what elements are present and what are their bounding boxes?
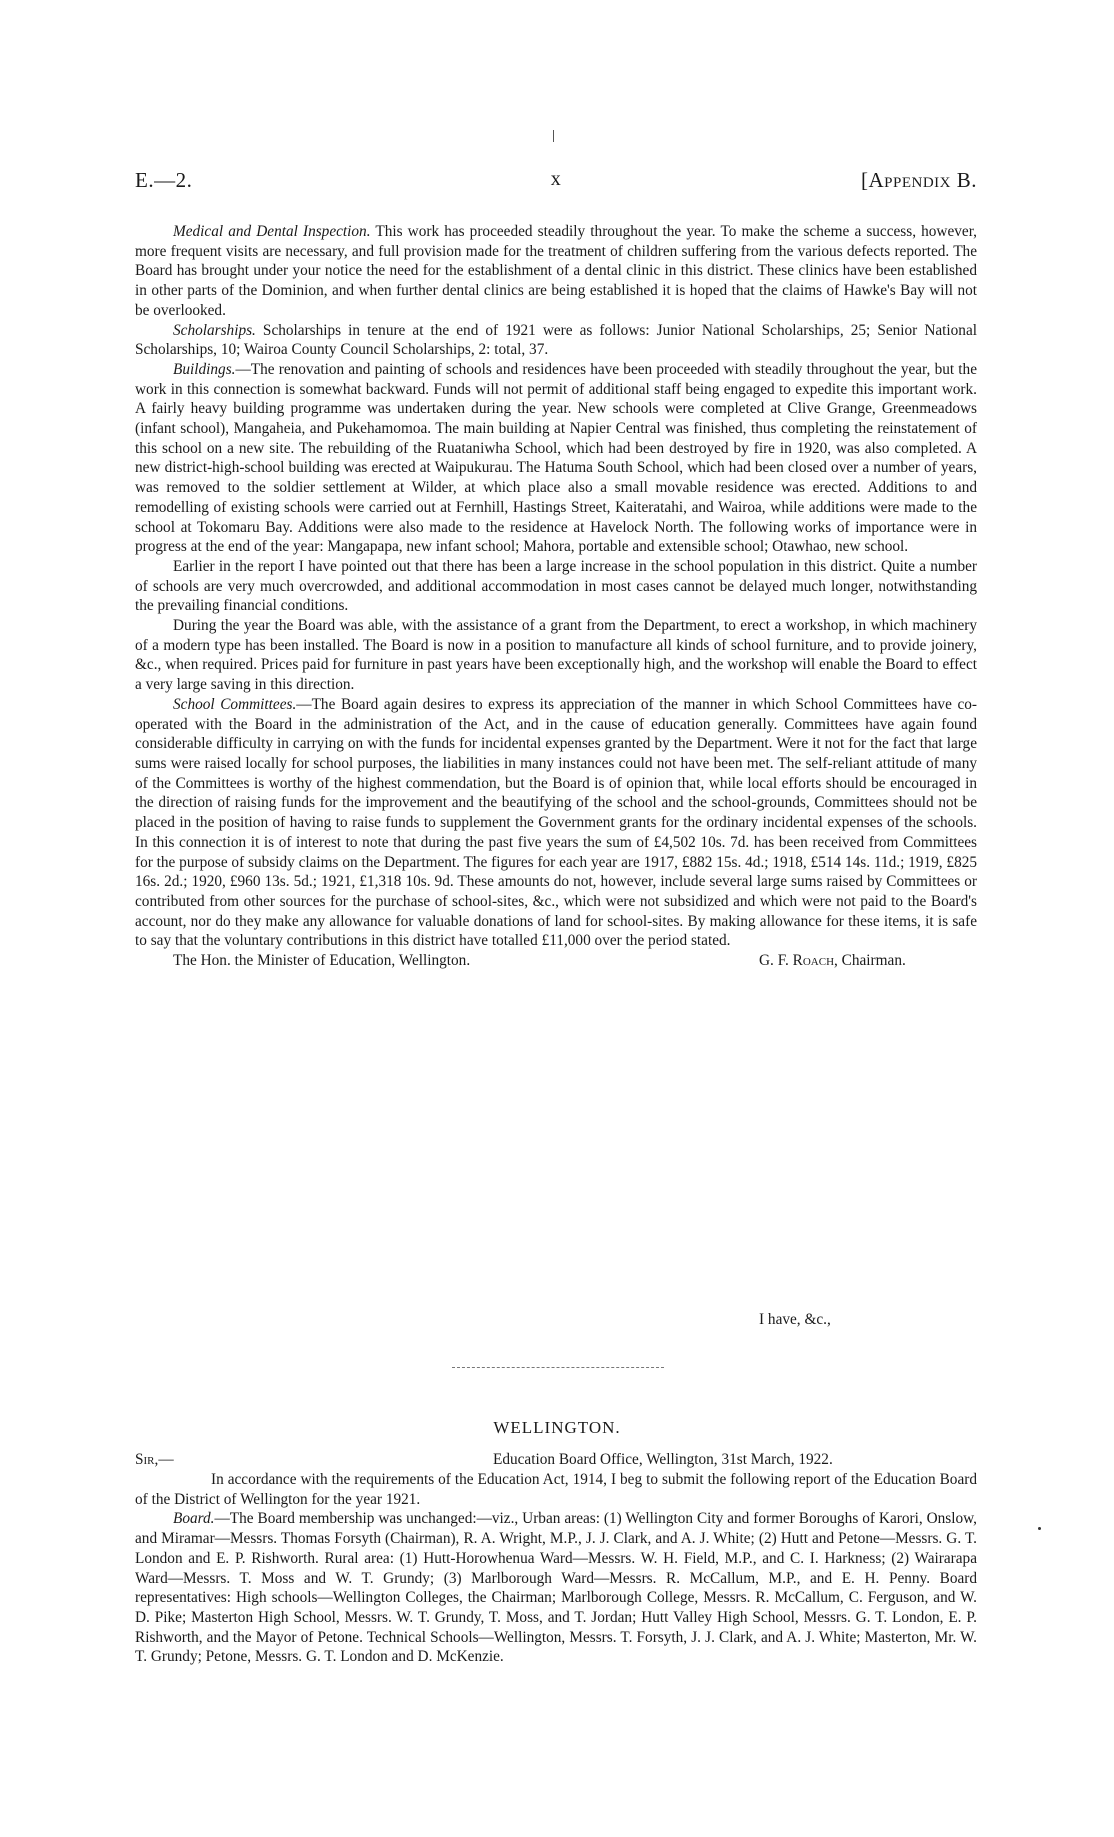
- heading-buildings: Buildings.: [173, 360, 236, 378]
- closing-formula: I have, &c.,: [759, 1311, 831, 1328]
- header-appendix: [Appendix B.: [860, 168, 977, 192]
- margin-dot: [1038, 1527, 1041, 1530]
- signoff-block: [135, 951, 977, 971]
- heading-medical-inspection: Medical and Dental Inspection.: [173, 223, 371, 240]
- paragraph-medical-inspection: Medical and Dental Inspection. This work has proceeded steadily throughout the year. To make the scheme a success, however, more frequent visits are necessary, and full provision made for the treatment of children suffering from the various defects reported. The Board has brought under your notice the need for the establishment of a dental clinic in this district. These clinics have been established in other parts of the Dominion, and when further dental clinics are being established it is hoped that the claims of Hawke's Bay will not be overlooked.: [135, 223, 978, 319]
- section-divider: [452, 1367, 664, 1368]
- paragraph-intro: In accordance with the requirements of the Education Act, 1914, I beg to submit the following report of the Education Board of the District of Wellington for the year 1921.: [135, 1471, 977, 1508]
- paragraph-board: Board.—The Board membership was unchanged:—viz., Urban areas: (1) Wellington City and former Boroughs of Karori, Onslow, and Miramar—Messrs. Thomas Forsyth (Chairman), R. A. Wright, M.P., J. J. Clark, and A. J. White; (2) Hutt and Petone—Messrs. G. T. London and E. P. Rishworth. Rural area: (1) Hutt-Horowhenua Ward—Messrs. W. H. Field, M.P., and C. I. Harkness; (2) Wairarapa Ward—Messrs. T. Moss and W. T. Grundy; (3) Marlborough Ward—Messrs. R. McCallum, M.P., and E. H. Penny. Board representatives: High schools—Wellington Colleges, the Chairman; Marlborough College, Messrs. R. McCallum, C. Ferguson, and W. D. Pike; Masterton High School, Messrs. W. T. Grundy, T. Moss, and T. Jordan; Hutt Valley High School, Messrs. G. T. London, E. P. Rishworth, and the Mayor of Petone. Technical Schools—Wellington, Messrs. T. Forsyth, J. J. Clark, and A. J. White; Masterton, Mr. W. T. Grundy; Petone, Messrs. G. T. London and D. McKenzie.: [135, 1510, 977, 1666]
- signature: G. F. Roach, Chairman.: [759, 952, 906, 970]
- heading-school-committees: School Committees.: [173, 695, 297, 713]
- paragraph-school-population: Earlier in the report I have pointed out that there has been a large increase in the school population in this district. Quite a number of schools are very much overcrowded, and additional accommodation in most cases cannot be delayed much longer, notwithstanding the prevailing financial conditions.: [135, 557, 977, 615]
- heading-scholarships: Scholarships.: [173, 321, 256, 339]
- top-tick-mark: [553, 130, 554, 142]
- paragraph-workshop: During the year the Board was able, with the assistance of a grant from the Department, to erect a workshop, in which machinery of a modern type has been installed. The Board is now in a position to manufacture all kinds of school furniture, and to provide joinery, &c., when required. Prices paid for furniture in past years have been exceptionally high, and the workshop will enable the Board to effect a very large saving in this direction.: [135, 617, 977, 694]
- paragraph-school-committees: School Committees.—The Board again desires to express its appreciation of the manner in which School Committees have co-operated with the Board in the administration of the Act, and in the cause of education generally. Committees have again found considerable difficulty in carrying on with the funds for incidental expenses granted by the Department. Were it not for the fact that large sums were raised locally for school purposes, the liabilities in many instances could not have been met. The self-reliant attitude of many of the Committees is worthy of the highest commendation, but the Board is of opinion that, while local efforts should be encouraged in the direction of raising funds for the improvement and the beautifying of the school and the school-grounds, Committees should not be placed in the position of having to raise funds to supplement the Government grants for the ordinary incidental expenses of the schools. In this connection it is of interest to note that during the past five years the sum of £4,502 10s. 7d. has been received from Committees for the purpose of subsidy claims on the Department. The figures for each year are 1917, £882 15s. 4d.; 1918, £514 14s. 11d.; 1919, £825 16s. 2d.; 1920, £960 13s. 5d.; 1921, £1,318 10s. 9d. These amounts do not, however, include several large sums raised by Committees or contributed from other sources for the purchase of school-sites, &c., which were not subsidized and which were not paid to the Board's account, nor do they make any allowance for valuable donations of land for school-sites. By making allowance for these items, it is safe to say that the voluntary contributions in this district have totalled £11,000 over the period stated.: [135, 695, 978, 950]
- wellington-report: [135, 1470, 977, 1667]
- running-header: [135, 168, 977, 198]
- salutation: Sir,—: [135, 1451, 174, 1468]
- header-page-number: x: [550, 168, 562, 190]
- heading-board: Board.: [173, 1510, 215, 1528]
- hawkes-bay-report-continuation: [135, 222, 977, 971]
- office-date: Education Board Office, Wellington, 31st March, 1922.: [493, 1451, 833, 1468]
- addressee: The Hon. the Minister of Education, Wellington.: [173, 952, 471, 970]
- header-reference: E.—2.: [135, 168, 193, 192]
- section-title-wellington: WELLINGTON.: [493, 1418, 621, 1437]
- paragraph-scholarships: Scholarships. Scholarships in tenure at the end of 1921 were as follows: Junior National Scholarships, 25; Senior National Scholarships, 10; Wairoa County Council Scholarships, 2: total, 37.: [135, 321, 977, 359]
- paragraph-buildings: Buildings.—The renovation and painting of schools and residences have been proceeded with steadily throughout the year, but the work in this connection is somewhat backward. Funds will not permit of additional staff being engaged to expedite this important work. A fairly heavy building programme was undertaken during the year. New schools were completed at Clive Grange, Greenmeadows (infant school), Mangaheia, and Pukehamomoa. The main building at Napier Central was finished, thus completing the reinstatement of this school on a new site. The rebuilding of the Ruataniwha School, which had been destroyed by fire in 1920, was also completed. A new district-high-school building was erected at Waipukurau. The Hatuma South School, which had been closed over a number of years, was removed to the soldier settlement at Wilder, at which place also a small movable residence was erected. Additions to and remodelling of existing schools were carried out at Fernhill, Hastings Street, Kaiteratahi, and Wairoa, while additions were made to the school at Tokomaru Bay. Additions were also made to the residence at Havelock North. The following works of importance were in progress at the end of the year: Mangapapa, new infant school; Mahora, portable and extensible school; Otawhao, new school.: [135, 360, 977, 556]
